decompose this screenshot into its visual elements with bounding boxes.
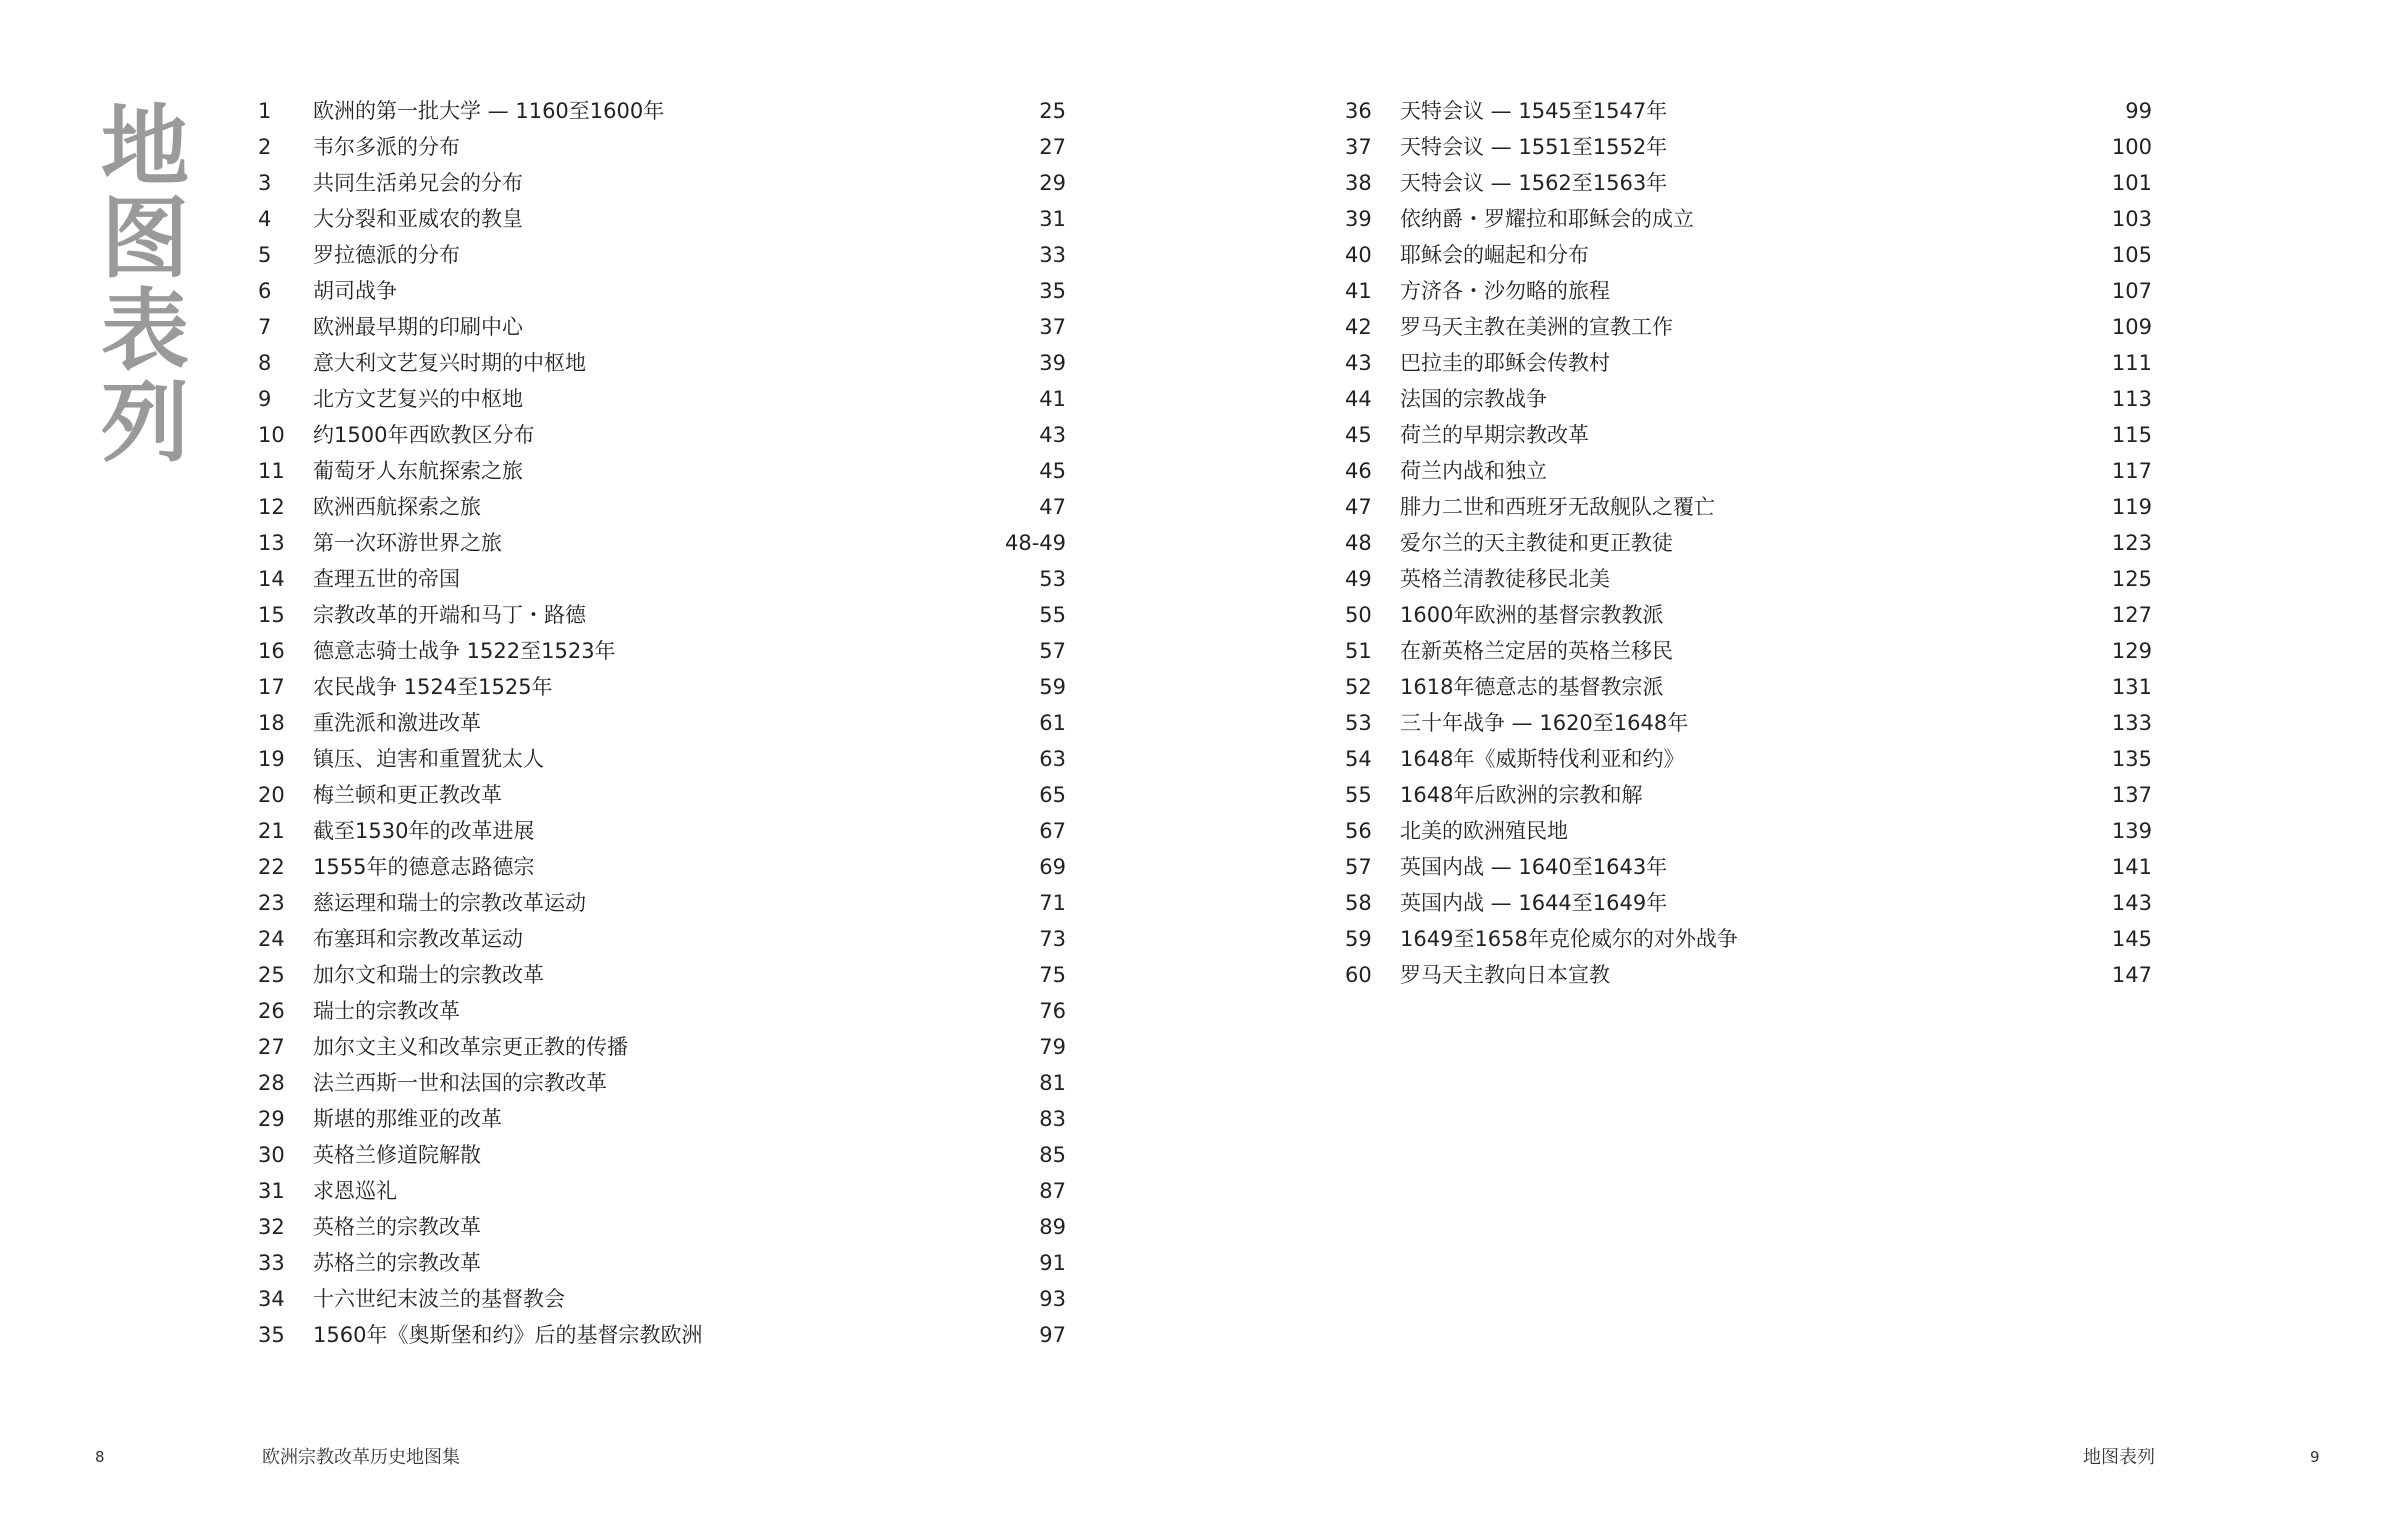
- entry-title: 腓力二世和西班牙无敌舰队之覆亡: [1400, 495, 1715, 519]
- entry-page: 129: [2111, 639, 2152, 663]
- entry-number: 45: [1345, 423, 1372, 447]
- entry-title: 英格兰的宗教改革: [313, 1215, 481, 1239]
- entry-title: 约1500年西欧教区分布: [313, 423, 535, 447]
- contents-entry: [1345, 957, 2152, 993]
- entry-page: 115: [2111, 423, 2152, 447]
- entry-page: 76: [1039, 999, 1066, 1023]
- entry-title: 苏格兰的宗教改革: [313, 1251, 481, 1275]
- entry-page: 97: [1039, 1323, 1066, 1347]
- entry-title: 德意志骑士战争 1522至1523年: [313, 639, 616, 663]
- entry-title: 英格兰修道院解散: [313, 1143, 481, 1167]
- entry-number: 37: [1345, 135, 1372, 159]
- entry-number: 18: [258, 711, 285, 735]
- entry-title: 意大利文艺复兴时期的中枢地: [313, 351, 586, 375]
- entry-number: 38: [1345, 171, 1372, 195]
- entry-title: 农民战争 1524至1525年: [313, 675, 553, 699]
- entry-page: 29: [1039, 171, 1066, 195]
- contents-entry: [258, 1317, 1066, 1353]
- entry-number: 46: [1345, 459, 1372, 483]
- contents-entry: [1345, 453, 2152, 489]
- page-title: [95, 94, 195, 474]
- entry-page: 89: [1039, 1215, 1066, 1239]
- entry-title: 加尔文主义和改革宗更正教的传播: [313, 1035, 628, 1059]
- contents-entry: [1345, 129, 2152, 165]
- entry-number: 13: [258, 531, 285, 555]
- contents-entry: [258, 885, 1066, 921]
- entry-title: 1648年后欧洲的宗教和解: [1400, 783, 1643, 807]
- entry-page: 75: [1039, 963, 1066, 987]
- entry-page: 143: [2111, 891, 2152, 915]
- entry-number: 54: [1345, 747, 1372, 771]
- entry-number: 31: [258, 1179, 285, 1203]
- entry-title: 求恩巡礼: [313, 1179, 397, 1203]
- entry-page: 31: [1039, 207, 1066, 231]
- entry-title: 截至1530年的改革进展: [313, 819, 535, 843]
- contents-entry: [258, 489, 1066, 525]
- entry-title: 1600年欧洲的基督宗教教派: [1400, 603, 1664, 627]
- contents-entry: [258, 777, 1066, 813]
- entry-number: 33: [258, 1251, 285, 1275]
- contents-entry: [258, 705, 1066, 741]
- entry-number: 2: [258, 135, 272, 159]
- contents-entry: [1345, 345, 2152, 381]
- entry-page: 123: [2111, 531, 2152, 555]
- contents-entry: [258, 1245, 1066, 1281]
- entry-title: 1618年德意志的基督教宗派: [1400, 675, 1664, 699]
- page-title-char: 地: [100, 94, 189, 198]
- entry-page: 69: [1039, 855, 1066, 879]
- contents-entry: [1345, 741, 2152, 777]
- entry-title: 在新英格兰定居的英格兰移民: [1400, 639, 1673, 663]
- entry-page: 93: [1039, 1287, 1066, 1311]
- entry-title: 欧洲的第一批大学 — 1160至1600年: [313, 99, 665, 123]
- entry-number: 11: [258, 459, 285, 483]
- entry-number: 17: [258, 675, 285, 699]
- entry-number: 49: [1345, 567, 1372, 591]
- contents-entry: [258, 525, 1066, 561]
- contents-entry: [258, 345, 1066, 381]
- entry-number: 39: [1345, 207, 1372, 231]
- entry-page: 85: [1039, 1143, 1066, 1167]
- entry-number: 22: [258, 855, 285, 879]
- contents-entry: [258, 381, 1066, 417]
- entry-number: 5: [258, 243, 272, 267]
- entry-page: 47: [1039, 495, 1066, 519]
- entry-page: 35: [1039, 279, 1066, 303]
- entry-number: 57: [1345, 855, 1372, 879]
- entry-page: 91: [1039, 1251, 1066, 1275]
- entry-page: 141: [2111, 855, 2152, 879]
- entry-title: 三十年战争 — 1620至1648年: [1400, 711, 1689, 735]
- contents-entry: [1345, 165, 2152, 201]
- entry-number: 52: [1345, 675, 1372, 699]
- entry-page: 107: [2111, 279, 2152, 303]
- entry-page: 63: [1039, 747, 1066, 771]
- entry-number: 36: [1345, 99, 1372, 123]
- contents-entry: [258, 849, 1066, 885]
- contents-entry: [258, 129, 1066, 165]
- entry-number: 50: [1345, 603, 1372, 627]
- entry-title: 布塞珥和宗教改革运动: [313, 927, 523, 951]
- entry-number: 55: [1345, 783, 1372, 807]
- entry-number: 3: [258, 171, 272, 195]
- contents-entry: [1345, 705, 2152, 741]
- entry-page: 73: [1039, 927, 1066, 951]
- entry-number: 53: [1345, 711, 1372, 735]
- entry-number: 9: [258, 387, 272, 411]
- contents-entry: [258, 813, 1066, 849]
- entry-page: 125: [2111, 567, 2152, 591]
- entry-page: 133: [2111, 711, 2152, 735]
- entry-number: 58: [1345, 891, 1372, 915]
- entry-number: 51: [1345, 639, 1372, 663]
- contents-entry: [258, 561, 1066, 597]
- contents-entry: [258, 273, 1066, 309]
- contents-list-left: [258, 93, 1066, 1353]
- entry-number: 32: [258, 1215, 285, 1239]
- entry-title: 天特会议 — 1562至1563年: [1400, 171, 1668, 195]
- contents-entry: [258, 237, 1066, 273]
- contents-entry: [1345, 381, 2152, 417]
- entry-title: 巴拉圭的耶稣会传教村: [1400, 351, 1610, 375]
- entry-number: 60: [1345, 963, 1372, 987]
- contents-entry: [258, 1173, 1066, 1209]
- contents-entry: [1345, 93, 2152, 129]
- entry-number: 15: [258, 603, 285, 627]
- entry-title: 慈运理和瑞士的宗教改革运动: [313, 891, 586, 915]
- entry-title: 大分裂和亚威农的教皇: [313, 207, 523, 231]
- entry-number: 12: [258, 495, 285, 519]
- entry-title: 英格兰清教徒移民北美: [1400, 567, 1610, 591]
- entry-title: 宗教改革的开端和马丁・路德: [313, 603, 586, 627]
- entry-title: 1649至1658年克伦威尔的对外战争: [1400, 927, 1738, 951]
- entry-number: 24: [258, 927, 285, 951]
- contents-entry: [1345, 309, 2152, 345]
- entry-number: 25: [258, 963, 285, 987]
- entry-number: 16: [258, 639, 285, 663]
- entry-page: 81: [1039, 1071, 1066, 1095]
- contents-entry: [1345, 417, 2152, 453]
- entry-number: 27: [258, 1035, 285, 1059]
- contents-entry: [258, 957, 1066, 993]
- contents-entry: [258, 309, 1066, 345]
- entry-number: 19: [258, 747, 285, 771]
- entry-number: 20: [258, 783, 285, 807]
- entry-page: 59: [1039, 675, 1066, 699]
- entry-page: 105: [2111, 243, 2152, 267]
- entry-title: 欧洲最早期的印刷中心: [313, 315, 523, 339]
- entry-title: 荷兰的早期宗教改革: [1400, 423, 1589, 447]
- entry-number: 29: [258, 1107, 285, 1131]
- entry-page: 111: [2111, 351, 2152, 375]
- entry-number: 56: [1345, 819, 1372, 843]
- contents-entry: [1345, 597, 2152, 633]
- entry-title: 重洗派和激进改革: [313, 711, 481, 735]
- contents-entry: [258, 1137, 1066, 1173]
- entry-title: 北方文艺复兴的中枢地: [313, 387, 523, 411]
- entry-title: 法国的宗教战争: [1400, 387, 1547, 411]
- entry-page: 79: [1039, 1035, 1066, 1059]
- entry-page: 53: [1039, 567, 1066, 591]
- entry-number: 59: [1345, 927, 1372, 951]
- contents-entry: [258, 93, 1066, 129]
- entry-page: 113: [2111, 387, 2152, 411]
- contents-list-right: [1345, 93, 2152, 993]
- entry-title: 查理五世的帝国: [313, 567, 460, 591]
- contents-entry: [1345, 885, 2152, 921]
- entry-page: 67: [1039, 819, 1066, 843]
- entry-page: 83: [1039, 1107, 1066, 1131]
- entry-number: 8: [258, 351, 272, 375]
- entry-page: 43: [1039, 423, 1066, 447]
- entry-number: 42: [1345, 315, 1372, 339]
- footer-running-title-right: 地图表列: [2083, 1447, 2155, 1468]
- entry-page: 57: [1039, 639, 1066, 663]
- contents-entry: [258, 453, 1066, 489]
- entry-title: 加尔文和瑞士的宗教改革: [313, 963, 544, 987]
- entry-page: 103: [2111, 207, 2152, 231]
- entry-title: 天特会议 — 1545至1547年: [1400, 99, 1668, 123]
- entry-title: 方济各・沙勿略的旅程: [1400, 279, 1610, 303]
- entry-title: 欧洲西航探索之旅: [313, 495, 481, 519]
- entry-page: 137: [2111, 783, 2152, 807]
- entry-title: 第一次环游世界之旅: [313, 531, 502, 555]
- entry-title: 葡萄牙人东航探索之旅: [313, 459, 523, 483]
- contents-entry: [258, 741, 1066, 777]
- entry-page: 135: [2111, 747, 2152, 771]
- page-title-char: 列: [100, 370, 189, 474]
- entry-number: 21: [258, 819, 285, 843]
- entry-title: 罗马天主教向日本宣教: [1400, 963, 1610, 987]
- entry-number: 30: [258, 1143, 285, 1167]
- entry-title: 北美的欧洲殖民地: [1400, 819, 1568, 843]
- entry-title: 罗拉德派的分布: [313, 243, 460, 267]
- entry-number: 43: [1345, 351, 1372, 375]
- entry-title: 荷兰内战和独立: [1400, 459, 1547, 483]
- footer-page-number-right: 9: [2310, 1448, 2320, 1466]
- entry-title: 镇压、迫害和重置犹太人: [313, 747, 544, 771]
- entry-page: 45: [1039, 459, 1066, 483]
- entry-number: 1: [258, 99, 272, 123]
- entry-page: 55: [1039, 603, 1066, 627]
- entry-page: 41: [1039, 387, 1066, 411]
- entry-number: 26: [258, 999, 285, 1023]
- entry-number: 6: [258, 279, 272, 303]
- contents-entry: [258, 633, 1066, 669]
- entry-title: 十六世纪末波兰的基督教会: [313, 1287, 565, 1311]
- contents-entry: [258, 1065, 1066, 1101]
- entry-page: 127: [2111, 603, 2152, 627]
- entry-page: 33: [1039, 243, 1066, 267]
- footer-page-number-left: 8: [95, 1448, 105, 1466]
- contents-entry: [1345, 273, 2152, 309]
- entry-page: 39: [1039, 351, 1066, 375]
- entry-number: 47: [1345, 495, 1372, 519]
- contents-entry: [258, 165, 1066, 201]
- entry-page: 109: [2111, 315, 2152, 339]
- entry-title: 韦尔多派的分布: [313, 135, 460, 159]
- entry-title: 共同生活弟兄会的分布: [313, 171, 523, 195]
- entry-page: 27: [1039, 135, 1066, 159]
- entry-title: 罗马天主教在美洲的宣教工作: [1400, 315, 1673, 339]
- entry-number: 14: [258, 567, 285, 591]
- entry-page: 37: [1039, 315, 1066, 339]
- contents-entry: [1345, 633, 2152, 669]
- contents-entry: [1345, 561, 2152, 597]
- entry-page: 99: [2125, 99, 2152, 123]
- entry-page: 71: [1039, 891, 1066, 915]
- page-title-char: 表: [100, 278, 189, 382]
- entry-page: 119: [2111, 495, 2152, 519]
- entry-page: 145: [2111, 927, 2152, 951]
- contents-entry: [258, 921, 1066, 957]
- entry-page: 87: [1039, 1179, 1066, 1203]
- contents-entry: [1345, 489, 2152, 525]
- entry-title: 1555年的德意志路德宗: [313, 855, 535, 879]
- entry-title: 英国内战 — 1644至1649年: [1400, 891, 1668, 915]
- entry-title: 1648年《威斯特伐利亚和约》: [1400, 747, 1685, 771]
- contents-entry: [258, 1281, 1066, 1317]
- page-title-char: 图: [100, 186, 189, 290]
- entry-page: 147: [2111, 963, 2152, 987]
- entry-number: 28: [258, 1071, 285, 1095]
- entry-page: 117: [2111, 459, 2152, 483]
- entry-number: 41: [1345, 279, 1372, 303]
- contents-entry: [258, 597, 1066, 633]
- contents-entry: [258, 1209, 1066, 1245]
- entry-title: 爱尔兰的天主教徒和更正教徒: [1400, 531, 1673, 555]
- contents-entry: [1345, 777, 2152, 813]
- entry-page: 61: [1039, 711, 1066, 735]
- entry-title: 1560年《奥斯堡和约》后的基督宗教欧洲: [313, 1323, 703, 1347]
- entry-title: 耶稣会的崛起和分布: [1400, 243, 1589, 267]
- contents-entry: [258, 1101, 1066, 1137]
- entry-page: 131: [2111, 675, 2152, 699]
- entry-number: 4: [258, 207, 272, 231]
- contents-entry: [258, 417, 1066, 453]
- entry-title: 梅兰顿和更正教改革: [313, 783, 502, 807]
- contents-entry: [258, 993, 1066, 1029]
- contents-entry: [1345, 669, 2152, 705]
- entry-number: 44: [1345, 387, 1372, 411]
- entry-title: 英国内战 — 1640至1643年: [1400, 855, 1668, 879]
- entry-number: 35: [258, 1323, 285, 1347]
- entry-page: 100: [2111, 135, 2152, 159]
- entry-title: 依纳爵・罗耀拉和耶稣会的成立: [1400, 207, 1694, 231]
- contents-entry: [1345, 813, 2152, 849]
- contents-entry: [1345, 237, 2152, 273]
- contents-entry: [258, 669, 1066, 705]
- entry-page: 101: [2111, 171, 2152, 195]
- entry-number: 34: [258, 1287, 285, 1311]
- entry-title: 胡司战争: [313, 279, 397, 303]
- contents-entry: [258, 1029, 1066, 1065]
- entry-title: 斯堪的那维亚的改革: [313, 1107, 502, 1131]
- contents-entry: [258, 201, 1066, 237]
- entry-title: 瑞士的宗教改革: [313, 999, 460, 1023]
- entry-page: 65: [1039, 783, 1066, 807]
- entry-number: 48: [1345, 531, 1372, 555]
- entry-number: 40: [1345, 243, 1372, 267]
- entry-number: 7: [258, 315, 272, 339]
- contents-entry: [1345, 525, 2152, 561]
- entry-page: 139: [2111, 819, 2152, 843]
- entry-title: 法兰西斯一世和法国的宗教改革: [313, 1071, 607, 1095]
- footer-running-title-left: 欧洲宗教改革历史地图集: [262, 1447, 460, 1468]
- contents-entry: [1345, 201, 2152, 237]
- entry-page: 25: [1039, 99, 1066, 123]
- entry-page: 48-49: [1004, 531, 1066, 555]
- contents-entry: [1345, 921, 2152, 957]
- entry-number: 23: [258, 891, 285, 915]
- entry-number: 10: [258, 423, 285, 447]
- entry-title: 天特会议 — 1551至1552年: [1400, 135, 1668, 159]
- contents-entry: [1345, 849, 2152, 885]
